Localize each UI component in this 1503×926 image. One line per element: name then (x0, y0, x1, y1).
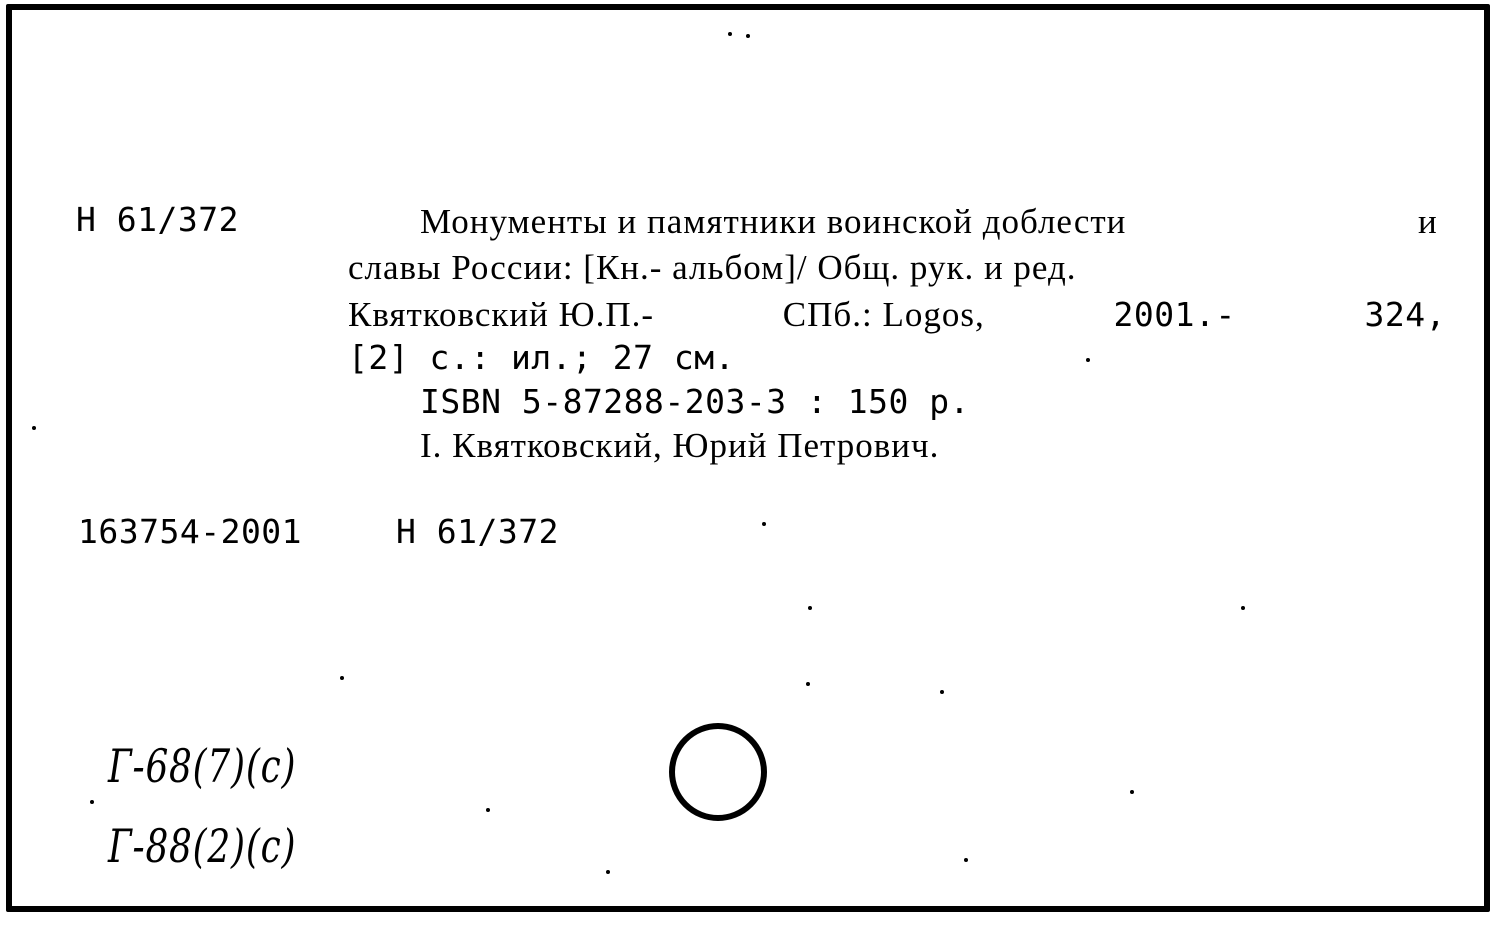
title-line-2: славы России: [Кн.- альбом]/ Общ. рук. и ред. (348, 248, 1077, 287)
speck (606, 870, 610, 874)
handwritten-note-1: Г-68(7)(с) (108, 739, 297, 793)
speck (728, 32, 732, 36)
speck (90, 800, 94, 804)
author-short: Квятковский Ю.П.- (348, 295, 655, 334)
speck (746, 34, 750, 38)
speck (762, 522, 766, 526)
speck (1241, 606, 1245, 610)
speck (806, 682, 810, 686)
title-line-1-tail: и (1418, 202, 1438, 241)
publication-line (348, 295, 1446, 335)
title-line-1: Монументы и памятники воинской доблести (420, 202, 1127, 241)
speck (964, 858, 968, 862)
physical-description: [2] с.: ил.; 27 см. (348, 338, 735, 377)
isbn-line: ISBN 5-87288-203-3 : 150 р. (420, 382, 970, 421)
publisher: СПб.: Logos, (782, 295, 985, 334)
inventory-number: 163754-2001 (78, 512, 303, 551)
speck (32, 426, 36, 430)
call-number-top: Н 61/372 (76, 200, 239, 239)
added-entry: I. Квятковский, Юрий Петрович. (420, 426, 940, 465)
year: 2001.- (1113, 295, 1236, 334)
speck (340, 676, 344, 680)
handwritten-note-2: Г-88(2)(с) (108, 819, 297, 873)
page-count: 324, (1364, 295, 1446, 334)
speck (940, 690, 944, 694)
speck (1086, 358, 1090, 362)
speck (1130, 790, 1134, 794)
speck (486, 808, 490, 812)
punch-hole-icon (669, 723, 767, 821)
speck (808, 606, 812, 610)
call-number-bottom: Н 61/372 (396, 512, 559, 551)
